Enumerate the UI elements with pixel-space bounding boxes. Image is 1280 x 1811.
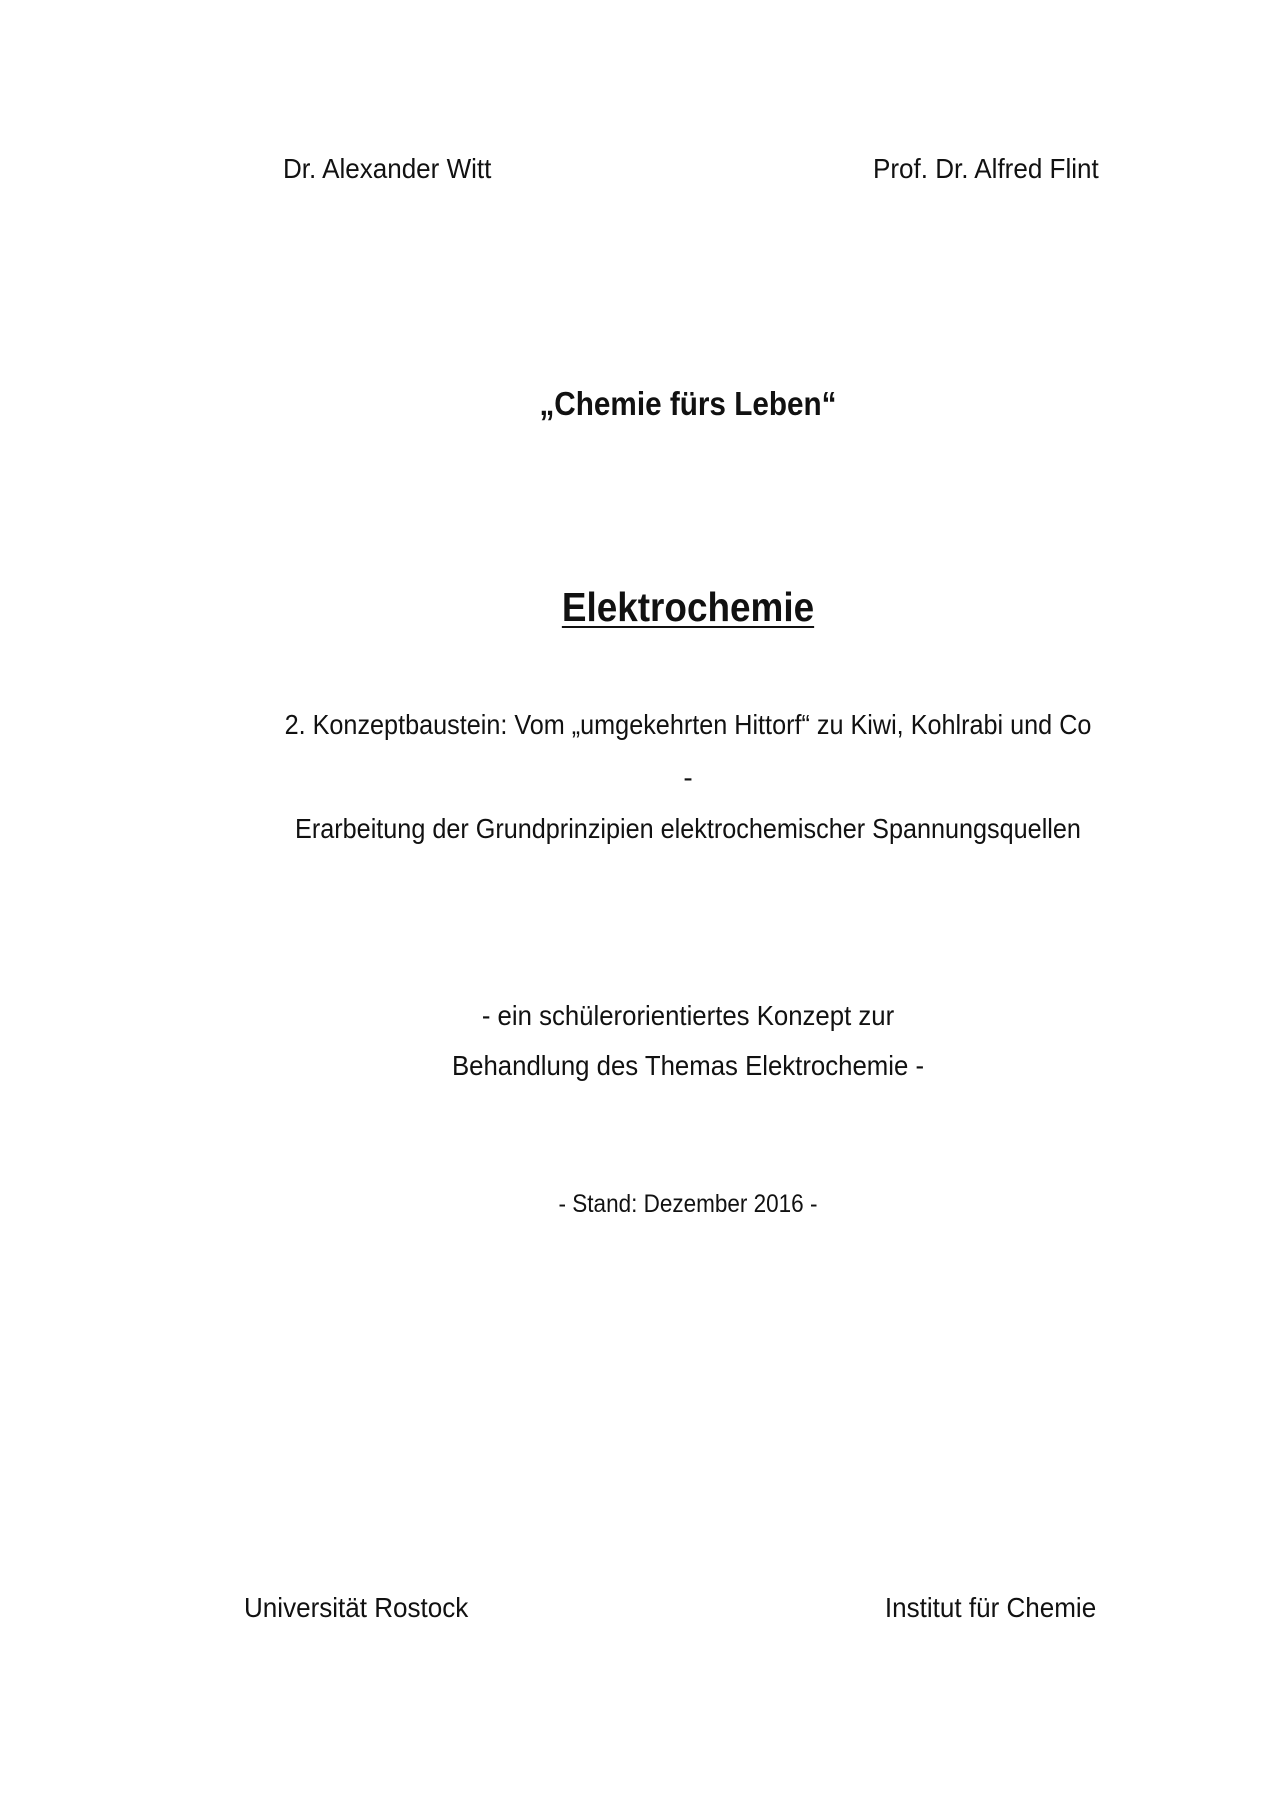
footer-institute: Institut für Chemie	[884, 1592, 1096, 1623]
subtitle-line-2: Erarbeitung der Grundprinzipien elektrochemischer Spannungsquellen	[295, 813, 1081, 844]
status-date: - Stand: Dezember 2016 -	[558, 1190, 818, 1218]
main-title: Elektrochemie	[561, 584, 815, 630]
concept-line-2: Behandlung des Themas Elektrochemie -	[451, 1050, 925, 1081]
series-title: „Chemie fürs Leben“	[539, 385, 837, 422]
author-right: Prof. Dr. Alfred Flint	[873, 153, 1099, 184]
footer-university: Universität Rostock	[244, 1592, 469, 1623]
author-left: Dr. Alexander Witt	[283, 153, 492, 184]
subtitle-separator: -	[683, 762, 693, 793]
subtitle-line-1: 2. Konzeptbaustein: Vom „umgekehrten Hittorf“ zu Kiwi, Kohlrabi und Co	[284, 709, 1092, 740]
concept-line-1: - ein schülerorientiertes Konzept zur	[481, 1000, 895, 1031]
